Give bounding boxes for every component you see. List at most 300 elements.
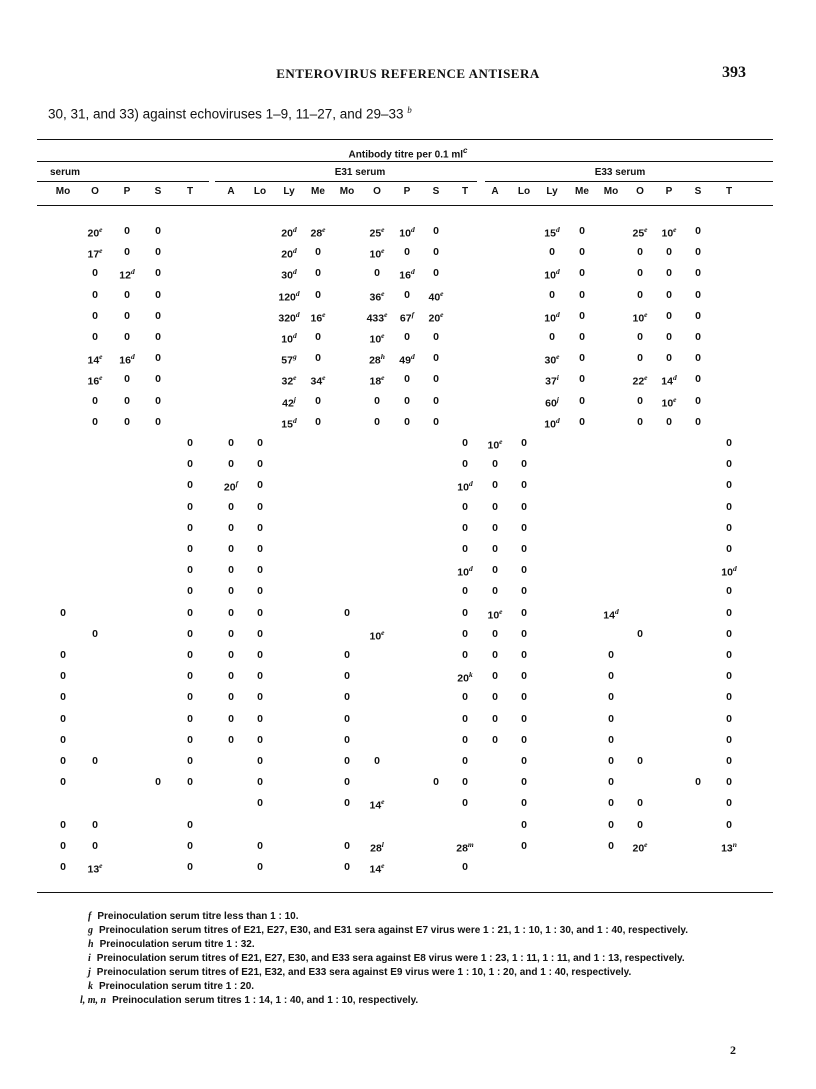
table-cell — [243, 649, 277, 661]
cell-value: 57 — [281, 354, 293, 367]
table-cell — [507, 649, 541, 661]
table-cell — [330, 734, 364, 746]
cell-value: 0 — [521, 797, 527, 810]
table-cell — [360, 861, 394, 876]
cell-value: 0 — [155, 267, 161, 280]
table-cell — [360, 225, 394, 240]
table-cell — [623, 755, 657, 767]
footnote-text: Preinoculation serum titres of E21, E27, E30, and E31 sera against E7 virus were 1 : 21, 1 : 10, 1 : 30, and 1 : 40, respectively. — [99, 925, 688, 936]
table-cell — [712, 713, 746, 725]
cell-value: 0 — [726, 521, 732, 534]
cell-value: 0 — [124, 246, 130, 259]
cell-value: 0 — [124, 373, 130, 386]
column-header-lo-6: Lo — [253, 186, 267, 197]
table-cell — [712, 522, 746, 534]
cell-note-mark: k — [468, 670, 473, 680]
column-header-ly-7: Ly — [283, 186, 295, 197]
table-cell — [448, 522, 482, 534]
cell-value: 0 — [637, 627, 643, 640]
cell-note-mark: e — [381, 288, 385, 298]
running-title: ENTEROVIRUS REFERENCE ANTISERA — [276, 66, 540, 81]
cell-value: 0 — [433, 331, 439, 343]
cell-value: 0 — [404, 415, 410, 428]
cell-note-mark: d — [130, 267, 135, 277]
cell-value: 0 — [60, 670, 66, 683]
table-cell — [448, 585, 482, 597]
cell-note-mark: e — [644, 225, 648, 234]
cell-value: 10 — [369, 630, 382, 643]
cell-value: 0 — [228, 670, 234, 683]
cell-value: 0 — [579, 267, 585, 280]
cell-value: 0 — [60, 606, 66, 619]
cell-value: 0 — [695, 267, 701, 280]
footnote-text: Preinoculation serum titres of E21, E32, and E33 sera against E9 virus were 1 : 10, 1 : 20, and 1 : 40, respectively. — [96, 967, 632, 978]
cell-value: 0 — [344, 839, 350, 852]
cell-value: 20 — [223, 481, 236, 494]
cell-value: 0 — [257, 797, 263, 810]
cell-value: 0 — [549, 331, 555, 343]
cell-value: 0 — [404, 394, 410, 407]
table-cell — [448, 628, 482, 640]
cell-value: 0 — [549, 246, 555, 259]
cell-value: 0 — [315, 331, 321, 343]
cell-value: 0 — [695, 352, 701, 365]
table-cell — [681, 352, 715, 364]
cell-value: 0 — [608, 797, 614, 810]
cell-value: 25 — [632, 227, 645, 240]
footnote-text: Preinoculation serum titre less than 1 : 10. — [97, 911, 299, 922]
cell-value: 0 — [257, 670, 263, 683]
table-cell — [565, 246, 599, 258]
cell-note-mark: e — [99, 352, 103, 362]
cell-value: 10 — [487, 439, 500, 452]
cell-value: 37 — [545, 375, 557, 388]
table-cell — [46, 649, 80, 661]
cell-note-mark: e — [673, 225, 677, 234]
table-cell — [78, 373, 112, 388]
table-cell — [565, 352, 599, 364]
cell-value: 0 — [726, 670, 732, 683]
cell-value: 0 — [462, 755, 468, 767]
cell-value: 0 — [60, 712, 66, 725]
cell-value: 0 — [492, 627, 498, 640]
cell-note-mark: d — [410, 225, 415, 234]
footnote — [88, 981, 254, 992]
cell-value: 0 — [579, 373, 585, 386]
cell-value: 0 — [462, 649, 468, 661]
column-header-s-21: S — [694, 186, 702, 197]
cell-value: 0 — [257, 776, 263, 789]
table-cell — [110, 289, 144, 301]
table-cell — [419, 395, 453, 407]
cell-value: 0 — [228, 733, 234, 746]
table-cell — [78, 289, 112, 301]
table-cell — [78, 840, 112, 852]
footnote-text: Preinoculation serum titre 1 : 20. — [99, 981, 255, 992]
cell-note-mark: d — [292, 246, 297, 256]
table-cell — [681, 416, 715, 428]
table-cell — [243, 755, 277, 767]
table-cell — [110, 352, 144, 367]
table-cell — [46, 840, 80, 852]
cell-value: 0 — [637, 246, 643, 259]
column-header-a-5: A — [227, 186, 235, 197]
cell-value: 10 — [721, 566, 733, 579]
cell-value: 0 — [579, 394, 585, 407]
table-cell — [507, 607, 541, 619]
cell-value: 10 — [369, 248, 382, 261]
table-cell — [173, 437, 207, 449]
cell-value: 0 — [155, 394, 161, 407]
cell-value: 0 — [257, 479, 263, 492]
table-cell — [535, 246, 569, 258]
table-cell — [78, 331, 112, 343]
cell-note-mark: i — [556, 373, 559, 383]
cell-note-mark: d — [295, 309, 300, 319]
table-cell — [243, 670, 277, 682]
cell-value: 0 — [462, 521, 468, 534]
column-header-o-1: O — [91, 186, 99, 197]
table-cell — [565, 267, 599, 279]
table-cell — [301, 373, 335, 388]
table-cell — [141, 267, 175, 279]
cell-value: 0 — [608, 818, 614, 831]
cell-value: 0 — [726, 543, 732, 555]
cell-value: 0 — [608, 733, 614, 746]
table-cell — [173, 458, 207, 470]
table-cell — [507, 840, 541, 852]
footnote-mark: l, m, n — [80, 995, 107, 1006]
table-cell — [46, 755, 80, 767]
table-caption-text: Antibody titre per 0.1 ml — [348, 149, 463, 161]
table-cell — [419, 225, 453, 237]
cell-value: 67 — [399, 312, 412, 325]
cell-value: 0 — [187, 521, 193, 534]
cell-value: 0 — [521, 479, 527, 492]
cell-value: 0 — [726, 606, 732, 619]
cell-note-mark: d — [292, 267, 297, 277]
table-cell — [360, 395, 394, 407]
cell-value: 0 — [726, 691, 732, 704]
cell-note-mark: e — [293, 373, 297, 383]
cell-value: 0 — [60, 818, 66, 831]
table-caption-note-mark: c — [463, 146, 468, 155]
cell-value: 14 — [661, 375, 673, 388]
table-cell — [594, 607, 628, 622]
cell-value: 0 — [315, 352, 321, 365]
table-cell — [141, 225, 175, 237]
cell-note-mark: f — [411, 309, 415, 319]
table-cell — [448, 501, 482, 513]
column-header-t-13: T — [461, 186, 469, 197]
table-cell — [565, 416, 599, 428]
cell-value: 0 — [374, 267, 380, 280]
footnote-mark: g — [88, 925, 93, 936]
table-caption — [0, 146, 816, 160]
cell-value: 0 — [344, 797, 350, 810]
column-header-lo-15: Lo — [517, 186, 531, 197]
table-cell — [712, 501, 746, 513]
table-cell — [301, 225, 335, 240]
table-cell — [535, 331, 569, 343]
cell-value: 0 — [60, 839, 66, 852]
cell-value: 0 — [462, 861, 468, 873]
table-cell — [360, 797, 394, 812]
footnote — [80, 995, 418, 1006]
table-cell — [507, 713, 541, 725]
table-cell — [448, 797, 482, 809]
table-cell — [360, 416, 394, 428]
cell-value: 30 — [544, 354, 557, 367]
table-cell — [681, 310, 715, 322]
cell-note-mark: d — [555, 225, 560, 234]
cell-value: 0 — [726, 755, 732, 767]
table-cell — [448, 564, 482, 579]
table-cell — [419, 373, 453, 385]
table-cell — [507, 458, 541, 470]
table-cell — [173, 840, 207, 852]
cell-value: 0 — [579, 288, 585, 301]
cell-value: 0 — [726, 585, 732, 598]
cell-value: 0 — [155, 288, 161, 301]
cell-value: 0 — [228, 691, 234, 704]
cell-note-mark: e — [381, 797, 385, 807]
table-cell — [419, 416, 453, 428]
column-header-t-4: T — [186, 186, 194, 197]
table-cell — [448, 543, 482, 555]
cell-note-mark: j — [556, 394, 559, 404]
caption-rule — [37, 161, 773, 162]
footnote-mark: k — [88, 981, 93, 992]
cell-note-mark: d — [292, 331, 297, 340]
column-header-ly-16: Ly — [546, 186, 558, 197]
column-header-s-12: S — [432, 186, 440, 197]
table-cell — [141, 352, 175, 364]
table-cell — [448, 734, 482, 746]
cell-value: 0 — [521, 627, 527, 640]
cell-value: 0 — [344, 776, 350, 789]
cell-value: 0 — [124, 309, 130, 322]
cell-value: 0 — [521, 521, 527, 534]
group-header-e31: E31 serum — [334, 167, 386, 178]
cell-value: 10 — [544, 312, 556, 325]
table-cell — [78, 819, 112, 831]
cell-note-mark: e — [322, 309, 326, 319]
table-cell — [301, 352, 335, 364]
table-cell — [623, 840, 657, 855]
table-cell — [243, 564, 277, 576]
table-cell — [141, 289, 175, 301]
table-cell — [448, 840, 482, 855]
table-cell — [419, 246, 453, 258]
table-cell — [535, 395, 569, 410]
cell-value: 0 — [433, 415, 439, 428]
cell-value: 0 — [257, 564, 263, 577]
table-cell — [712, 607, 746, 619]
cell-value: 0 — [608, 839, 614, 852]
table-cell — [141, 246, 175, 258]
cell-value: 0 — [344, 691, 350, 704]
table-cell — [173, 755, 207, 767]
cell-value: 0 — [92, 627, 98, 640]
cell-value: 16 — [310, 312, 323, 325]
table-cell — [330, 691, 364, 703]
cell-value: 0 — [637, 755, 643, 767]
cell-value: 25 — [369, 227, 382, 240]
footnote-text: Preinoculation serum titres of E21, E27, E30, and E33 sera against E8 virus were 1 : 23, 1 : 11, 1 : 11, and 1 : 13, respectively. — [96, 953, 685, 964]
cell-value: 22 — [632, 375, 645, 388]
cell-note-mark: d — [555, 267, 560, 277]
cell-value: 433 — [366, 312, 385, 325]
cell-value: 10 — [487, 609, 500, 622]
cell-note-mark: d — [130, 352, 135, 362]
cell-value: 0 — [374, 415, 380, 428]
table-cell — [110, 225, 144, 237]
cell-value: 12 — [119, 269, 131, 282]
table-cell — [360, 352, 394, 367]
cell-note-mark: e — [440, 288, 444, 298]
cell-note-mark: d — [672, 373, 677, 383]
table-cell — [243, 628, 277, 640]
table-cell — [173, 776, 207, 788]
table-cell — [507, 564, 541, 576]
cell-value: 0 — [637, 288, 643, 301]
table-cell — [78, 628, 112, 640]
cell-value: 0 — [92, 818, 98, 831]
table-cell — [419, 331, 453, 343]
cell-value: 10 — [399, 227, 411, 240]
cell-value: 0 — [228, 564, 234, 577]
table-cell — [507, 585, 541, 597]
cell-value: 0 — [155, 309, 161, 322]
table-cell — [535, 289, 569, 301]
table-cell — [565, 331, 599, 343]
table-cell — [330, 840, 364, 852]
cell-value: 0 — [187, 458, 193, 471]
table-cell — [301, 310, 335, 325]
cell-value: 0 — [344, 861, 350, 873]
footnote-mark: i — [88, 953, 91, 964]
column-header-o-19: O — [636, 186, 644, 197]
table-cell — [712, 437, 746, 449]
cell-value: 0 — [608, 755, 614, 767]
table-cell — [243, 776, 277, 788]
table-cell — [173, 861, 207, 873]
table-cell — [78, 310, 112, 322]
table-cell — [78, 246, 112, 261]
table-cell — [535, 352, 569, 367]
cell-value: 0 — [726, 797, 732, 810]
cell-value: 0 — [637, 415, 643, 428]
table-cell — [243, 713, 277, 725]
table-cell — [243, 585, 277, 597]
cell-value: 0 — [666, 415, 672, 428]
cell-value: 0 — [60, 861, 66, 873]
column-header-p-20: P — [665, 186, 673, 197]
table-cell — [243, 734, 277, 746]
table-cell — [565, 373, 599, 385]
table-cell — [46, 691, 80, 703]
table-cell — [330, 861, 364, 873]
cell-note-mark: f — [235, 479, 239, 489]
cell-value: 0 — [579, 331, 585, 343]
table-cell — [360, 246, 394, 261]
table-cell — [419, 310, 453, 325]
cell-value: 0 — [187, 670, 193, 683]
table-cell — [301, 289, 335, 301]
table-cell — [681, 289, 715, 301]
table-cell — [507, 819, 541, 831]
cell-value: 0 — [315, 267, 321, 280]
table-cell — [507, 479, 541, 491]
table-cell — [681, 395, 715, 407]
table-cell — [623, 797, 657, 809]
table-cell — [535, 373, 569, 388]
table-cell — [141, 331, 175, 343]
table-cell — [330, 713, 364, 725]
table-cell — [448, 458, 482, 470]
cell-value: 0 — [124, 331, 130, 343]
cell-value: 0 — [666, 309, 672, 322]
table-cell — [360, 840, 394, 855]
cell-value: 0 — [549, 288, 555, 301]
table-cell — [712, 734, 746, 746]
cell-value: 0 — [579, 246, 585, 259]
cell-value: 0 — [521, 500, 527, 513]
cell-value: 0 — [433, 776, 439, 789]
cell-value: 120 — [278, 291, 296, 304]
cell-value: 10 — [544, 269, 556, 282]
table-cell — [173, 649, 207, 661]
cell-value: 20 — [281, 248, 293, 261]
cell-value: 20 — [428, 312, 441, 325]
table-cell — [243, 543, 277, 555]
cell-value: 0 — [492, 649, 498, 661]
cell-value: 0 — [726, 818, 732, 831]
footnote — [88, 925, 688, 936]
table-cell — [243, 437, 277, 449]
column-header-o-10: O — [373, 186, 381, 197]
cell-value: 16 — [119, 354, 131, 367]
cell-value: 14 — [87, 354, 100, 367]
table-cell — [507, 776, 541, 788]
cell-value: 0 — [726, 479, 732, 492]
group-rule-serum — [37, 181, 209, 182]
cell-value: 0 — [608, 649, 614, 661]
footnote-mark: j — [88, 967, 91, 978]
column-header-p-11: P — [403, 186, 411, 197]
cell-value: 0 — [92, 839, 98, 852]
cell-value: 0 — [228, 458, 234, 471]
cell-value: 20 — [457, 672, 469, 685]
cell-value: 0 — [228, 712, 234, 725]
column-header-p-2: P — [123, 186, 131, 197]
table-top-rule — [37, 139, 773, 140]
table-cell — [448, 755, 482, 767]
cell-value: 0 — [492, 691, 498, 704]
table-cell — [78, 861, 112, 876]
cell-value: 14 — [369, 799, 382, 812]
cell-note-mark: d — [555, 309, 560, 319]
table-cell — [301, 416, 335, 428]
cell-value: 0 — [666, 267, 672, 280]
table-cell — [712, 585, 746, 597]
table-cell — [330, 670, 364, 682]
cell-value: 0 — [492, 500, 498, 513]
cell-value: 0 — [187, 627, 193, 640]
cell-note-mark: e — [499, 437, 503, 446]
cell-value: 0 — [124, 415, 130, 428]
